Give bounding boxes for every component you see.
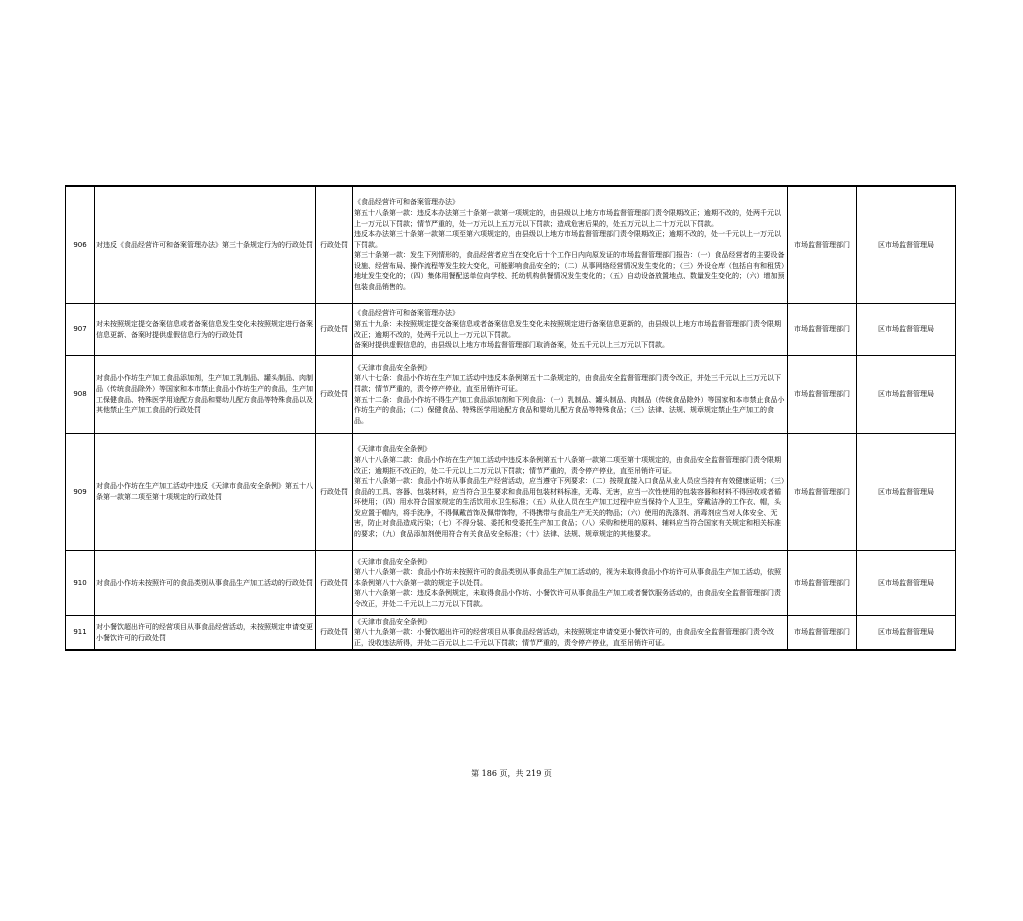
table-row [66, 616, 956, 651]
executing-agency: 区市场监督管理局 [857, 356, 956, 434]
table-row [66, 304, 956, 356]
basis-line: 《天津市食品安全条例》 [354, 363, 431, 372]
legal-basis [353, 356, 788, 434]
executing-agency: 区市场监督管理局 [857, 551, 956, 616]
table-row [66, 434, 956, 551]
executing-agency: 区市场监督管理局 [857, 616, 956, 651]
legal-basis [353, 186, 788, 304]
item-name: 对未按照规定提交备案信息或者备案信息发生变化未按照规定进行备案信息更新、备案时提供虚假信息行为的行政处罚 [95, 304, 316, 356]
basis-line: 《天津市食品安全条例》 [354, 557, 431, 566]
basis-line: 第五十九条：未按照规定提交备案信息或者备案信息发生变化未按照规定进行备案信息更新的，由县级以上地方市场监督管理部门责令限期改正；逾期不改的，处两千元以上一万元以下罚款。 [354, 319, 781, 339]
basis-line: 《食品经营许可和备案管理办法》 [354, 198, 459, 207]
implementing-department: 市场监督管理部门 [788, 356, 857, 434]
basis-line: 第三十条第一款：发生下列情形的，食品经营者应当在变化后十个工作日内向原发证的市场监督管理部门报告：（一）食品经营者的主要设备设施、经营布局、操作流程等发生较大变化，可能影响食品安全的；（二）从事网络经营情况发生变化的；（三）外设仓库（包括自有和租赁）地址发生变化的；（四）集体用餐配送单位向学校、托幼机构供餐情况发生变化的；（五）自动设备放置地点、数量发生变化的；（六）增加预包装食品销售的。 [354, 251, 785, 292]
basis-line: 《食品经营许可和备案管理办法》 [354, 309, 459, 318]
basis-line: 第五十八条第一款：违反本办法第三十条第一款第一项规定的，由县级以上地方市场监督管理部门责令限期改正；逾期不改的，处两千元以上一万元以下罚款；情节严重的，处一万元以上五万元以下罚款；造成危害后果的，处五万元以上二十万元以下罚款。 [354, 208, 781, 228]
item-type: 行政处罚 [316, 551, 353, 616]
item-number: 911 [66, 616, 95, 651]
executing-agency: 区市场监督管理局 [857, 186, 956, 304]
basis-line: 第八十七条：食品小作坊在生产加工活动中违反本条例第五十二条规定的，由食品安全监督管理部门责令改正，并处三千元以上三万元以下罚款；情节严重的，责令停产停业，直至吊销许可证。 [354, 374, 781, 393]
implementing-department: 市场监督管理部门 [788, 616, 857, 651]
basis-line: 第八十八条第一款：食品小作坊未按照许可的食品类别从事食品生产加工活动的，视为未取得食品小作坊许可从事食品生产加工活动，依照本条例第八十六条第一款的规定予以处罚。 [354, 568, 781, 587]
item-name: 对食品小作坊生产加工食品添加剂，生产加工乳制品、罐头制品、肉制品（传统食品除外）等国家和本市禁止食品小作坊生产的食品，生产加工保健食品、特殊医学用途配方食品和婴幼儿配方食品等特殊食品以及其他禁止生产加工食品的行政处罚 [95, 356, 316, 434]
item-type: 行政处罚 [316, 186, 353, 304]
legal-basis [353, 304, 788, 356]
basis-line: 备案时提供虚假信息的，由县级以上地方市场监督管理部门取消备案，处五千元以上三万元以下罚款。 [354, 341, 669, 350]
item-name: 对小餐饮超出许可的经营项目从事食品经营活动，未按照规定申请变更小餐饮许可的行政处罚 [95, 616, 316, 651]
executing-agency: 区市场监督管理局 [857, 434, 956, 551]
penalty-table [65, 185, 956, 651]
table-row [66, 356, 956, 434]
item-number: 907 [66, 304, 95, 356]
basis-line: 第五十八条第一款：食品小作坊从事食品生产经营活动，应当遵守下列要求：（二）按规直接入口食品从业人员应当持有有效健康证明；（三）食品的工具、容器、包装材料，应当符合卫生要求和食品用包装材料标准，无毒、无害，应当一次性使用的包装容器和材料不得回收或者循环使用；（四）用水符合国家规定的生活饮用水卫生标准；（五）从业人员在生产加工过程中应当保持个人卫生，穿戴洁净的工作衣、帽，头发应置于帽内，将手洗净，不得佩戴首饰及佩带饰物，不得携带与食品生产无关的物品；（六）使用的洗涤剂、消毒剂应当对人体安全、无害，防止对食品造成污染；（七）不得分装、委托和受委托生产加工食品；（八）采购和使用的原料、辅料应当符合国家有关规定和相关标准的要求；（九）食品添加剂使用符合有关食品安全标准；（十）法律、法规、规章规定的其他要求。 [354, 477, 785, 539]
basis-line: 《天津市食品安全条例》 [354, 617, 431, 626]
item-number: 909 [66, 434, 95, 551]
item-type: 行政处罚 [316, 304, 353, 356]
item-name: 对食品小作坊在生产加工活动中违反《天津市食品安全条例》第五十八条第一款第二项至第十项规定的行政处罚 [95, 434, 316, 551]
implementing-department: 市场监督管理部门 [788, 304, 857, 356]
legal-basis [353, 616, 788, 651]
item-type: 行政处罚 [316, 356, 353, 434]
basis-line: 第五十二条：食品小作坊不得生产加工食品添加剂和下列食品：（一）乳制品、罐头制品、肉制品（传统食品除外）等国家和本市禁止食品小作坊生产的食品；（二）保健食品、特殊医学用途配方食品和婴幼儿配方食品等特殊食品；（三）法律、法规、规章规定禁止生产加工的食品。 [354, 395, 785, 425]
implementing-department: 市场监督管理部门 [788, 186, 857, 304]
item-type: 行政处罚 [316, 616, 353, 651]
item-number: 908 [66, 356, 95, 434]
legal-basis [353, 434, 788, 551]
item-name: 对违反《食品经营许可和备案管理办法》第三十条规定行为的行政处罚 [95, 186, 316, 304]
item-name: 对食品小作坊未按照许可的食品类别从事食品生产加工活动的行政处罚 [95, 551, 316, 616]
item-number: 910 [66, 551, 95, 616]
item-number: 906 [66, 186, 95, 304]
table-row [66, 551, 956, 616]
item-type: 行政处罚 [316, 434, 353, 551]
basis-line: 第八十六条第一款：违反本条例规定，未取得食品小作坊、小餐饮许可从事食品生产加工或者餐饮服务活动的，由食品安全监督管理部门责令改正，并处二千元以上二万元以下罚款。 [354, 589, 781, 608]
legal-basis [353, 551, 788, 616]
executing-agency: 区市场监督管理局 [857, 304, 956, 356]
basis-line: 第八十九条第一款：小餐饮超出许可的经营项目从事食品经营活动，未按照规定申请变更小餐饮许可的，由食品安全监督管理部门责令改正，没收违法所得，并处二百元以上二千元以下罚款；情节严重的，责令停产停业，直至吊销许可证。 [354, 628, 774, 647]
table-row [66, 186, 956, 304]
basis-line: 第八十八条第二款：食品小作坊在生产加工活动中违反本条例第五十八条第一款第二项至第十项规定的，由食品安全监督管理部门责令限期改正；逾期拒不改正的，处二千元以上二万元以下罚款；情节严重的，责令停产停业，直至吊销许可证。 [354, 455, 781, 475]
implementing-department: 市场监督管理部门 [788, 434, 857, 551]
implementing-department: 市场监督管理部门 [788, 551, 857, 616]
basis-line: 违反本办法第三十条第一款第二项至第六项规定的，由县级以上地方市场监督管理部门责令限期改正；逾期不改的，处一千元以上一万元以下罚款。 [354, 230, 781, 249]
page-number-footer: 第 186 页，共 219 页 [471, 769, 552, 778]
basis-line: 《天津市食品安全条例》 [354, 445, 431, 454]
